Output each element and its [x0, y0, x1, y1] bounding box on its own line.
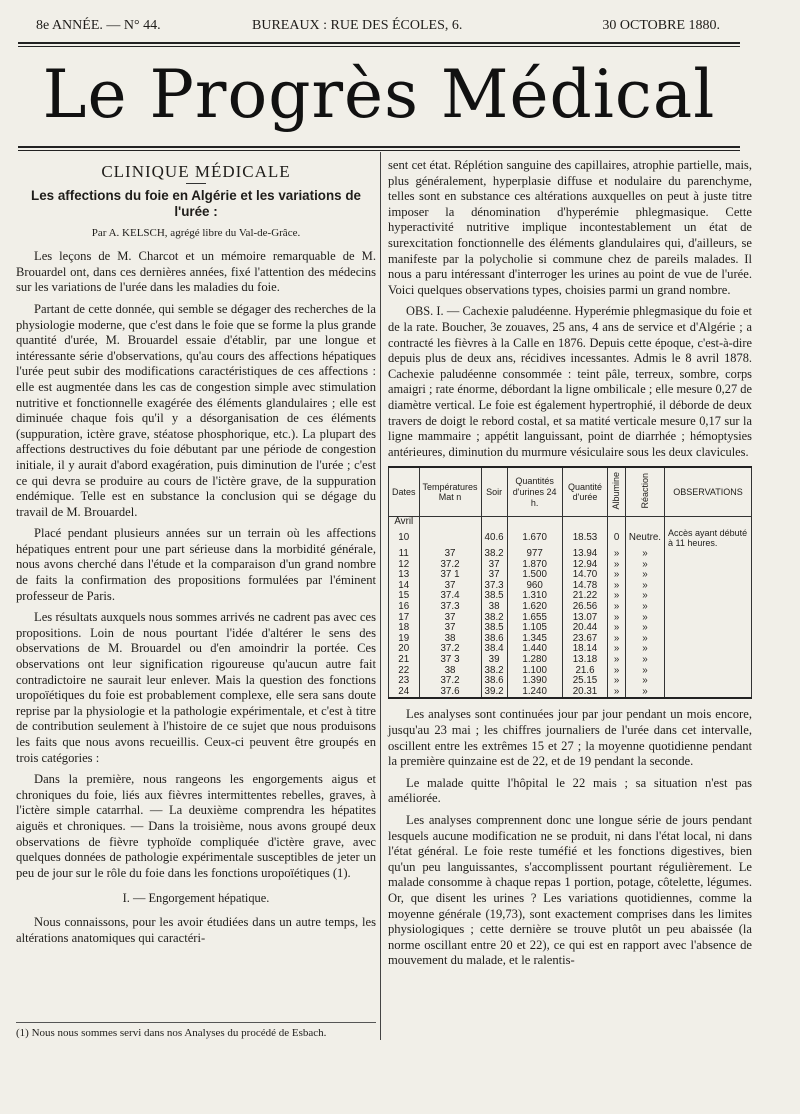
- table-cell: [665, 602, 752, 613]
- paragraph: Le malade quitte l'hôpital le 22 mais ; sa situation n'est pas améliorée.: [388, 775, 752, 806]
- table-cell: »: [625, 687, 664, 699]
- table-cell: 1.240: [507, 687, 562, 699]
- table-cell: »: [625, 581, 664, 592]
- table-cell: 38.2: [481, 666, 507, 677]
- table-cell: 20: [389, 644, 420, 655]
- table-cell: 21: [389, 655, 420, 666]
- table-cell: 11: [389, 549, 420, 560]
- col-morning-temp: Températures Mat n: [419, 467, 481, 517]
- paragraph: Les résultats auxquels nous sommes arrivés ne cadrent pas avec ces propositions. Loin de nous pourtant l'idée d'altérer le sens des observations de M. Brouardel ou d'en amoindrir la portée. Ces observations ont leur signification rigoureuse qu'aucun autre fait contradictoire ne saurait leur enlever. Mais la question des fonctions uropoïétiques du foie est probablement complexe, elle sera sans doute reprise par la physiologie et la pathologie expérimentale, et c'est à titre de contribution seulement à l'histoire de ce sujet que nous produisons les faits que nous avons recueillis. Ceux-ci peuvent être groupés en trois catégories :: [16, 610, 376, 765]
- table-row-month: [389, 517, 752, 528]
- table-cell: [665, 634, 752, 645]
- table-cell: »: [608, 676, 626, 687]
- table-row: [389, 687, 752, 699]
- col-reaction: Réaction: [625, 467, 664, 517]
- month-cell: Avril: [389, 517, 420, 528]
- col-observations: OBSERVATIONS: [665, 467, 752, 517]
- table-cell: 38: [419, 634, 481, 645]
- table-cell: »: [625, 549, 664, 560]
- table-row: [389, 623, 752, 634]
- table-cell: 38.6: [481, 676, 507, 687]
- table-cell: [665, 581, 752, 592]
- masthead-title: Le Progrès Médical: [42, 56, 716, 133]
- table-cell: »: [625, 570, 664, 581]
- table-cell: 20.44: [562, 623, 608, 634]
- table-row: [389, 602, 752, 613]
- header-rule: [18, 42, 740, 44]
- table-cell: 39.2: [481, 687, 507, 699]
- table-cell: 37 3: [419, 655, 481, 666]
- table-cell: 37.3: [481, 581, 507, 592]
- table-cell: 37: [481, 560, 507, 571]
- table-cell: 1.440: [507, 644, 562, 655]
- table-cell: 37: [419, 613, 481, 624]
- table-cell: 38.4: [481, 644, 507, 655]
- table-cell: »: [608, 581, 626, 592]
- column-divider: [380, 152, 381, 1040]
- table-cell: 1.500: [507, 570, 562, 581]
- subsection-heading: I. — Engorgement hépatique.: [122, 891, 270, 906]
- table-cell: 37: [419, 623, 481, 634]
- table-cell: »: [608, 591, 626, 602]
- table-cell: 37.2: [419, 676, 481, 687]
- table-cell: 12.94: [562, 560, 608, 571]
- table-cell: »: [608, 644, 626, 655]
- table-cell: 38: [481, 602, 507, 613]
- table-row: [389, 528, 752, 549]
- paragraph: Les analyses sont continuées jour par jour pendant un mois encore, jusqu'au 23 mai ; les chiffres journaliers de l'urée dans cet intervalle, oscillent entre les extrêmes 15 et 27 ; la moyenne quotidienne pendant la première quinzaine est de 22, et de 19 pendant la seconde.: [388, 707, 752, 769]
- table-cell: [665, 655, 752, 666]
- table-row: [389, 613, 752, 624]
- table-cell: 37.2: [419, 560, 481, 571]
- table-cell: 1.310: [507, 591, 562, 602]
- table-cell: 24: [389, 687, 420, 699]
- table-cell: 37 1: [419, 570, 481, 581]
- table-cell: [665, 687, 752, 699]
- table-cell: 18: [389, 623, 420, 634]
- table-cell: 37.3: [419, 602, 481, 613]
- section-title: CLINIQUE MÉDICALE: [16, 164, 376, 184]
- table-cell: »: [608, 655, 626, 666]
- office-address: BUREAUX : RUE DES ÉCOLES, 6.: [252, 18, 463, 33]
- table-cell: »: [625, 602, 664, 613]
- table-cell: 38.2: [481, 549, 507, 560]
- table-cell: 18.14: [562, 644, 608, 655]
- issue-number: 8e ANNÉE. — N° 44.: [36, 18, 161, 33]
- table-cell: »: [625, 666, 664, 677]
- paragraph: Nous connaissons, pour les avoir étudiées dans un autre temps, les altérations anatomiques qui caractéri-: [16, 914, 376, 945]
- table-cell: »: [625, 613, 664, 624]
- table-cell: 13.18: [562, 655, 608, 666]
- issue-date: 30 OCTOBRE 1880.: [602, 18, 720, 33]
- table-cell: 40.6: [481, 528, 507, 549]
- table-cell: 22: [389, 666, 420, 677]
- table-cell: 25.15: [562, 676, 608, 687]
- table-cell: 12: [389, 560, 420, 571]
- right-column: [388, 158, 752, 975]
- issue-header: [36, 14, 720, 36]
- table-cell: 37.6: [419, 687, 481, 699]
- table-cell: 21.6: [562, 666, 608, 677]
- table-cell: 18.53: [562, 528, 608, 549]
- table-cell: Accès ayant débuté à 11 heures.: [665, 528, 752, 549]
- table-cell: 23: [389, 676, 420, 687]
- article-title: Les affections du foie en Algérie et les variations de l'urée :: [31, 187, 361, 219]
- table-cell: »: [608, 634, 626, 645]
- table-cell: 39: [481, 655, 507, 666]
- table-cell: »: [625, 634, 664, 645]
- table-cell: 23.67: [562, 634, 608, 645]
- table-cell: 26.56: [562, 602, 608, 613]
- table-cell: [665, 549, 752, 560]
- table-cell: »: [608, 623, 626, 634]
- table-cell: 1.100: [507, 666, 562, 677]
- paragraph: Partant de cette donnée, qui semble se dégager des recherches de la physiologie moderne, que c'est dans le foie que se forme la plus grande quantité d'urée, M. Brouardel essaie d'établir, par une longue et intéressante série d'observations, qu'au cours des affections hépatiques l'urée peut subir des modifications caractéristiques de ces affections : elle est augmentée dans les cas de congestion simple avec stimulation nutritive et fonctionnelle exagérée des éléments glandulaires ; elle est diminuée chaque fois qu'il y a désorganisation de ces éléments (suppuration, ictère grave, stéatose phosphorique, etc.). La plupart des affections destructives du foie débutant par une période de congestion initiale, il y aurait d'abord exagération, puis diminution de l'urée ; c'est ce qui devra se produire au cours de l'ictère grave, de la suppuration endémique. Telle est en substance la conclusion qui se dégage du travail de M. Brouardel.: [16, 301, 376, 519]
- col-urea-quantity: Quantité d'urée: [562, 467, 608, 517]
- table-cell: 13.94: [562, 549, 608, 560]
- table-cell: »: [608, 602, 626, 613]
- table-cell: »: [608, 666, 626, 677]
- table-cell: 1.620: [507, 602, 562, 613]
- table-cell: [665, 560, 752, 571]
- col-dates: Dates: [389, 467, 420, 517]
- table-cell: Neutre.: [625, 528, 664, 549]
- footnote: (1) Nous nous sommes servi dans nos Analyses du procédé de Esbach.: [16, 1022, 376, 1040]
- urea-table: [388, 466, 752, 699]
- table-cell: [665, 666, 752, 677]
- table-cell: 37: [481, 570, 507, 581]
- table-cell: 37: [419, 549, 481, 560]
- paragraph: Les leçons de M. Charcot et un mémoire remarquable de M. Brouardel ont, dans ces dernières années, fixé l'attention des médecins sur les variations de l'urée dans les maladies du foie.: [16, 249, 376, 295]
- table-cell: 38.5: [481, 623, 507, 634]
- table-cell: 38.5: [481, 591, 507, 602]
- table-cell: 14.78: [562, 581, 608, 592]
- table-cell: »: [625, 676, 664, 687]
- table-cell: 13.07: [562, 613, 608, 624]
- table-row: [389, 570, 752, 581]
- table-cell: 38.6: [481, 634, 507, 645]
- table-cell: 977: [507, 549, 562, 560]
- table-cell: [665, 644, 752, 655]
- paragraph: Les analyses comprennent donc une longue série de jours pendant lesquels aucune modification ne se produit, ni dans l'état local, ni dans l'état général. Le foie reste tuméfié et les fonctions digestives, bien qu'un peu languissantes, s'accomplissent pourtant régulièrement. Le malade consomme à chaque repas 1 portion, potage, côtelette, légumes. Or, que disent les urines ? Les variations quotidiennes, comme la moyenne générale (19,73), sont exactement comprises dans les limites physiologiques ; cette dernière se trouve plutôt un peu abaissée (la norme oscillant entre 20 et 22), ce qui est en rapport avec l'absence de mouvement du malade, et le ralentis-: [388, 812, 752, 968]
- table-cell: [665, 613, 752, 624]
- table-cell: »: [608, 613, 626, 624]
- table-cell: 14: [389, 581, 420, 592]
- table-cell: [665, 570, 752, 581]
- table-cell: »: [625, 591, 664, 602]
- table-row: [389, 655, 752, 666]
- col-urine-quantity: Quantités d'urines 24 h.: [507, 467, 562, 517]
- article-byline: Par A. KELSCH, agrégé libre du Val-de-Grâce.: [91, 226, 301, 239]
- table-cell: 0: [608, 528, 626, 549]
- table-cell: [665, 623, 752, 634]
- table-cell: »: [608, 549, 626, 560]
- table-cell: 1.870: [507, 560, 562, 571]
- paragraph: sent cet état. Réplétion sanguine des capillaires, atrophie partielle, mais, plus généralement, hyperplasie diffuse et nodulaire du parenchyme, telles sont en substance ces altérations auxquelles on peut à juste titre imposer la dénomination d'hyperémie phlegmasique. Cette hyperactivité nutritive implique incontestablement un état de surexcitation fonctionnelle des éléments glandulaires qui, d'ailleurs, se manifeste par la polycholie si commune chez de pareils malades. Il nous a paru intéressant d'interroger les urines au point de vue de l'urée. Voici quelques observations types, choisies parmi un grand nombre.: [388, 158, 752, 297]
- table-cell: 14.70: [562, 570, 608, 581]
- table-cell: »: [608, 570, 626, 581]
- table-cell: 960: [507, 581, 562, 592]
- table-cell: [665, 676, 752, 687]
- table-cell: »: [625, 560, 664, 571]
- table-cell: 10: [389, 528, 420, 549]
- col-albumin: Albumine: [608, 467, 626, 517]
- header-rule-thin: [18, 46, 740, 47]
- table-cell: 20.31: [562, 687, 608, 699]
- table-cell: 15: [389, 591, 420, 602]
- table-cell: [665, 591, 752, 602]
- table-cell: 37.2: [419, 644, 481, 655]
- table-cell: 37.4: [419, 591, 481, 602]
- table-cell: 21.22: [562, 591, 608, 602]
- table-cell: 37: [419, 581, 481, 592]
- table-cell: [419, 528, 481, 549]
- masthead-rule-thin: [18, 150, 740, 151]
- table-cell: »: [625, 644, 664, 655]
- table-cell: »: [608, 560, 626, 571]
- table-cell: 38.2: [481, 613, 507, 624]
- col-evening-temp: Soir: [481, 467, 507, 517]
- table-cell: 38: [419, 666, 481, 677]
- paragraph: Dans la première, nous rangeons les engorgements aigus et chroniques du foie, liés aux fièvres intermittentes rebelles, graves, à l'ictère simple catarrhal. — La deuxième comprendra les hépatites aiguës et chroniques. — Dans la troisième, nous avons groupé deux observations de fièvre typhoïde compliquée d'ictère grave, avec quelques données de pathologie expérimentale susceptibles de jeter un peu de jour sur le rôle du foie dans les fonctions uropoïétiques (1).: [16, 772, 376, 880]
- table-cell: 19: [389, 634, 420, 645]
- table-cell: »: [608, 687, 626, 699]
- table-cell: »: [625, 655, 664, 666]
- table-cell: »: [625, 623, 664, 634]
- table-cell: 1.280: [507, 655, 562, 666]
- table-cell: 1.105: [507, 623, 562, 634]
- table-cell: 1.345: [507, 634, 562, 645]
- table-cell: 16: [389, 602, 420, 613]
- table-cell: 13: [389, 570, 420, 581]
- left-column: [16, 158, 376, 952]
- table-cell: 1.390: [507, 676, 562, 687]
- table-cell: 1.670: [507, 528, 562, 549]
- masthead-rule: [18, 146, 740, 148]
- paragraph: Placé pendant plusieurs années sur un terrain où les affections hépatiques entrent pour une part sérieuse dans la morbidité générale, nous avons cherché dans l'étude et la comparaison d'un grand nombre de faits la confirmation des propositions formulées par l'éminent professeur de Paris.: [16, 526, 376, 603]
- observation-paragraph: OBS. I. — Cachexie paludéenne. Hyperémie phlegmasique du foie et de la rate. Boucher, 3e zouaves, 25 ans, 4 ans de service et d'Algérie ; a contracté les fièvres à la Calle en 1876. Depuis cette époque, c'est-à-dire depuis plus de deux ans, récidives incessantes. Admis le 8 avril 1878. Cachexie paludéenne consommée : teint pâle, terreux, sombre, corps amaigri ; rate énorme, débordant la ligne ombilicale ; elle mesure 0,27 de diamètre vertical. Le foie est également hypertrophié, il déborde de deux travers de doigt le rebord costal, et sa matité verticale mesure 0,17 sur la ligne mammaire ; appétit languissant, point de diarrhée ; hémoptysies antérieures, diminution du murmure vésiculaire sous les deux clavicules.: [388, 304, 752, 459]
- table-cell: 17: [389, 613, 420, 624]
- table-cell: 1.655: [507, 613, 562, 624]
